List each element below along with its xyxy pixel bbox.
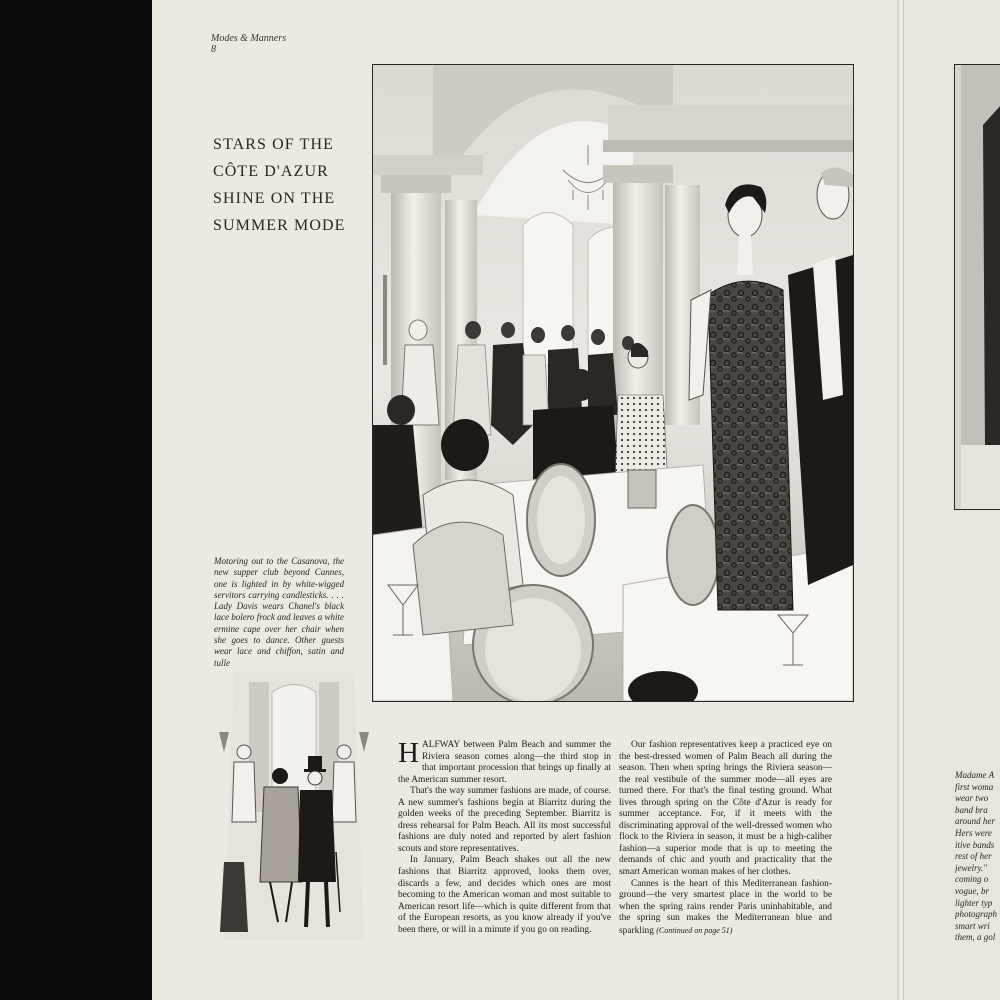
article-paragraph-2: That's the way summer fashions are made, of course. A new summer's fashions begin at Biarritz during the golden weeks of the preceding September. Biarritz is dress rehearsal for Palm Beach. All its most successful fashions are duly noted and reported by alert fashion scouts and store representatives. xyxy=(398,786,611,854)
illustration-caption: Motoring out to the Casanova, the new supper club beyond Cannes, one is lighted in by white-wigged servitors carrying candlesticks. . . . Lady Davis wears Chanel's black lace bolero frock and leaves a white ermine cape over her chair when she goes to dance. Other guests wear lace and chiffon, satin and tulle xyxy=(214,556,344,668)
article-paragraph-5: Cannes is the heart of this Mediterranean fashion-ground—the very smartest place in the world to be when the spring rains render Paris uninhabitable, and the spring sun makes the Mediterranean blue and sparkling (Continued on page 51) xyxy=(619,878,832,936)
article-headline xyxy=(213,131,363,239)
right-page-photo-image xyxy=(955,65,1000,509)
supper-club-illustration xyxy=(372,64,854,702)
headline-line-3: SHINE ON THE xyxy=(213,190,336,207)
casanova-entrance-illustration xyxy=(214,672,374,940)
continued-note: (Continued on page 51) xyxy=(656,925,733,935)
right-page-photo xyxy=(954,64,1000,510)
headline-line-2: CÔTE D'AZUR xyxy=(213,163,329,180)
page-number: 8 xyxy=(211,44,216,55)
article-paragraph-4: Our fashion representatives keep a practiced eye on the best-dressed women of Palm Beach all during the season. Then when spring brings the Riviera season—the real vestibule of the summer mode—all eyes are turned there. For that's the final testing ground. What lives through spring on the Côte d'Azur is ready for summer acceptance. For, if it meets with the discriminating approval of the well-dressed women who flock to the Riviera in season, it must be a high-caliber fashion—a superior mode that is up to meeting the demands of chic and youth and practicality that the smart American woman makes of her clothes. xyxy=(619,740,832,878)
headline-line-1: STARS OF THE xyxy=(213,136,334,153)
supper-club-drawing xyxy=(373,65,853,701)
article-paragraph-3: In January, Palm Beach shakes out all the new fashions that Biarritz approved, looks them over, discards a few, and decides which ones are most becoming to the American woman and most suitable to American resort life—which is quite different from that of the European resorts, as you know already if you've been there, or will in a minute if you go on reading. xyxy=(398,855,611,935)
right-page-caption: Madame A first woma wear two band bra around her Hers were itive bands rest of her jewelry." coming o vogue, br lighter typ photograph smart wri them, a gol xyxy=(955,770,998,943)
article-paragraph-1: HALFWAY between Palm Beach and summer the Riviera season comes along—the third stop in that important procession that brings up finally at the American summer resort. xyxy=(398,737,611,785)
running-head: Modes & Manners 8 xyxy=(211,33,286,55)
casanova-entrance-drawing xyxy=(214,672,374,940)
headline-line-4: SUMMER MODE xyxy=(213,217,346,234)
article-column-2 xyxy=(619,740,832,937)
dropcap-letter: H xyxy=(398,737,419,769)
article-column-1 xyxy=(398,737,611,936)
